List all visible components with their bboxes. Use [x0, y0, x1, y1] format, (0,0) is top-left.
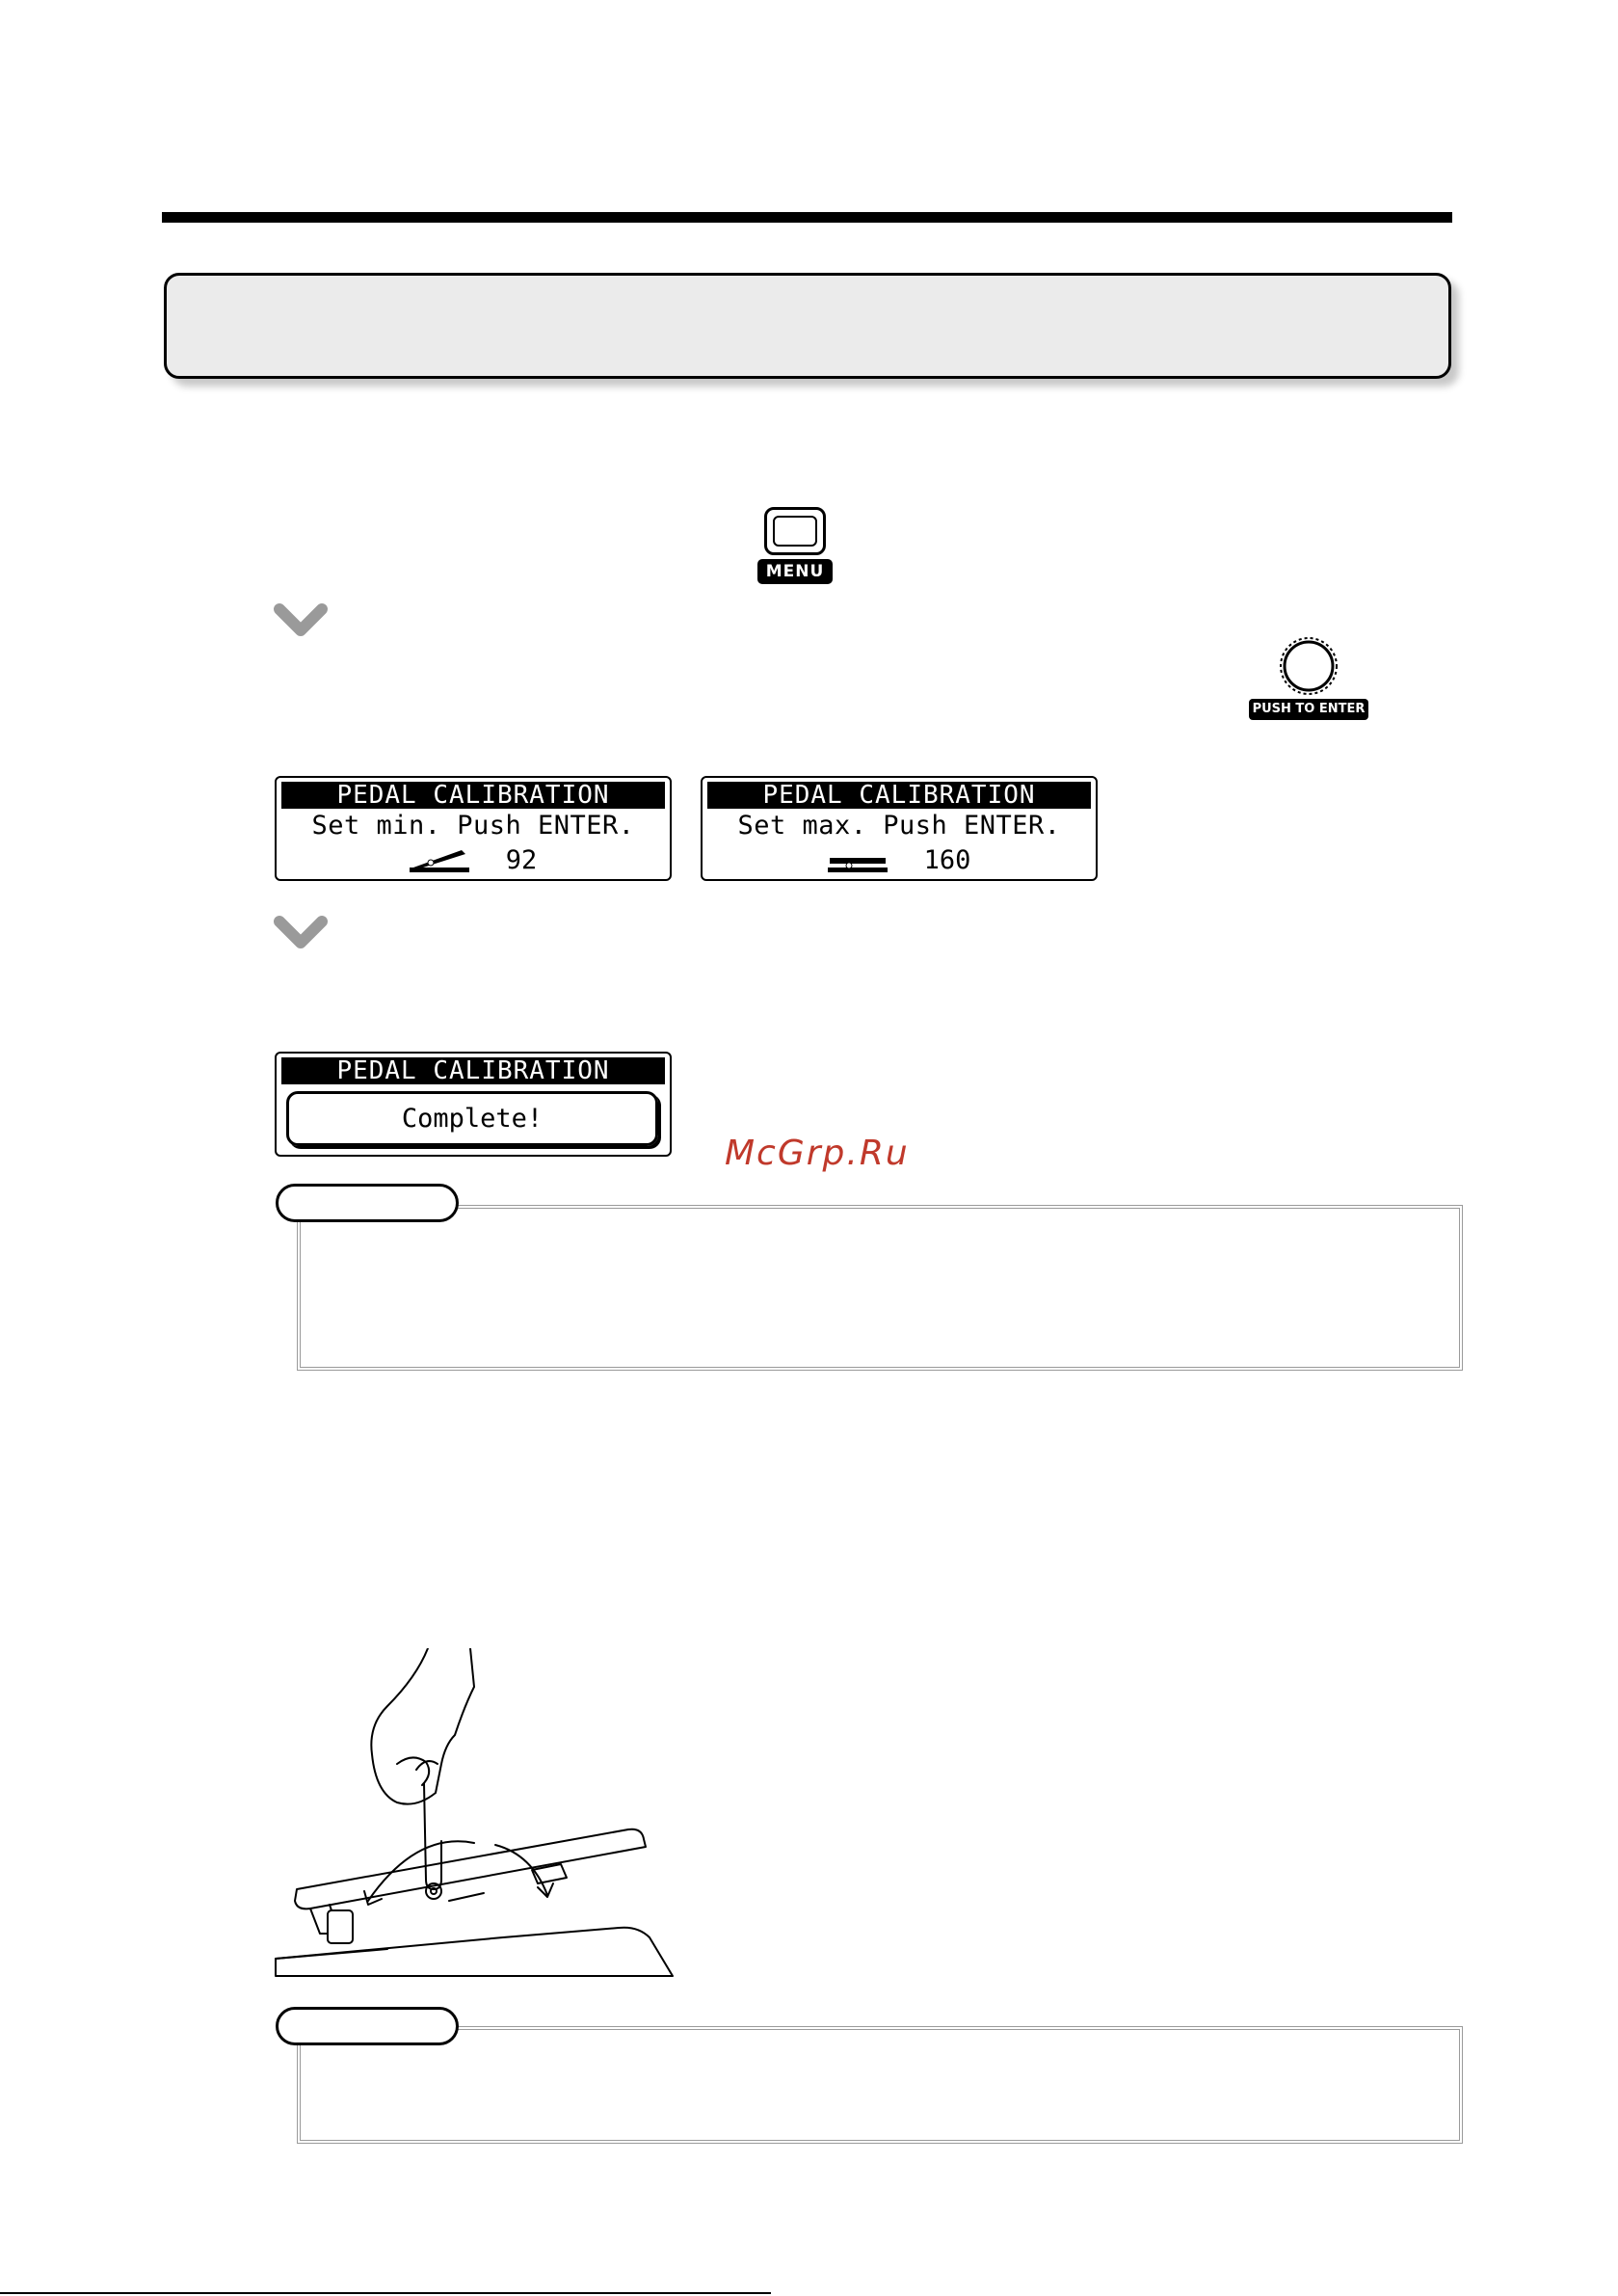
lcd-header: PEDAL CALIBRATION	[281, 1057, 665, 1084]
lcd-header: PEDAL CALIBRATION	[707, 782, 1091, 809]
note-box	[297, 1205, 1463, 1371]
chevron-down-icon	[272, 601, 330, 640]
footer-rule	[0, 2292, 771, 2294]
section-title-box	[164, 273, 1451, 379]
menu-key-label: MENU	[757, 559, 833, 584]
lcd-screen-max	[701, 776, 1098, 881]
lcd-header: PEDAL CALIBRATION	[281, 782, 665, 809]
pedal-toe-down-icon	[828, 846, 888, 873]
note-tab	[276, 1184, 459, 1222]
lcd-complete-message: Complete!	[286, 1091, 658, 1146]
pedal-value: 92	[505, 844, 538, 875]
watermark: McGrp.Ru	[725, 1134, 910, 1173]
lcd-screen-min	[275, 776, 672, 881]
menu-key-icon	[764, 507, 826, 555]
top-rule	[162, 212, 1452, 223]
lcd-instruction: Set min. Push ENTER.	[311, 811, 635, 841]
chevron-down-icon	[272, 914, 330, 952]
push-to-enter-label: PUSH TO ENTER	[1249, 699, 1368, 720]
pedal-heel-down-icon	[410, 846, 469, 873]
note-tab	[276, 2007, 459, 2045]
pedal-adjustment-illustration	[272, 1648, 676, 1986]
lcd-screen-complete	[275, 1052, 672, 1157]
lcd-instruction: Set max. Push ENTER.	[737, 811, 1061, 841]
pedal-value: 160	[923, 844, 971, 875]
note-box	[297, 2026, 1463, 2144]
knob-icon	[1274, 634, 1343, 698]
